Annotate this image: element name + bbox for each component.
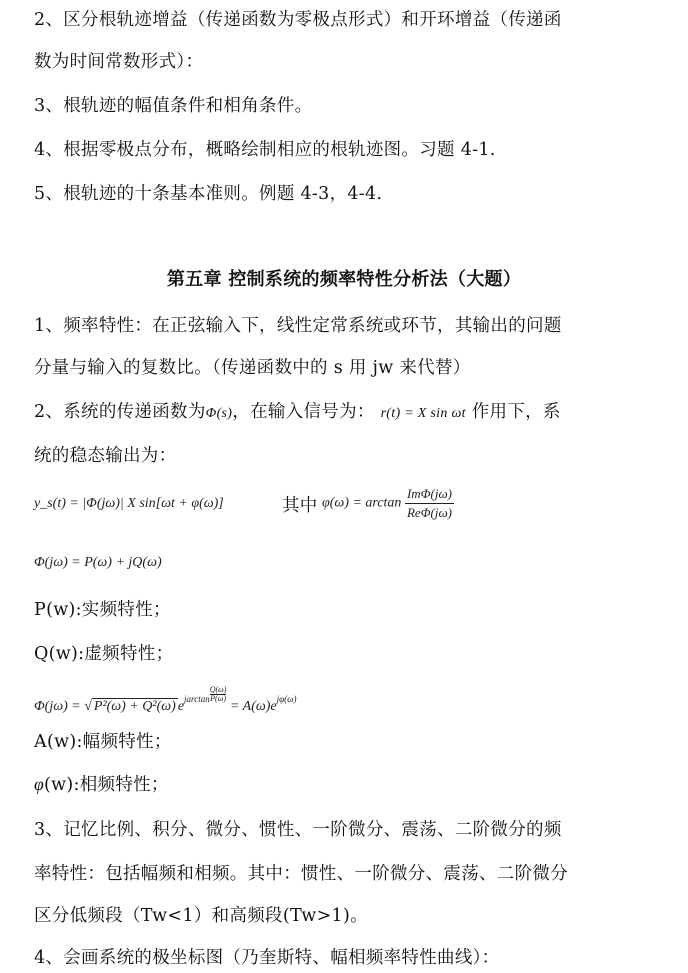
- phase-formula: φ(ω) = arctan $\frac{\text{ImΦ(jω)}}{\text{ReΦ(jω)}}$: [322, 486, 452, 520]
- text-line: 1、频率特性：在正弦输入下，线性定常系统或环节，其输出的问题: [34, 316, 562, 336]
- text-line: 统的稳态输出为：: [34, 446, 177, 466]
- text-line-with-math: 2、系统的传递函数为Φ(s)，在输入信号为： r(t) = X sin ωt 作用下，系: [34, 402, 561, 422]
- input-signal-formula: r(t) = X sin ωt: [380, 406, 466, 421]
- frequency-response-formula: Φ(jω) = P(ω) + jQ(ω): [34, 555, 162, 570]
- text-line: 3、记忆比例、积分、微分、惯性、一阶微分、震荡、二阶微分的频: [34, 820, 562, 840]
- text-line: 其中: [282, 496, 318, 516]
- text-line: 率特性：包括幅频和相频。其中：惯性、一阶微分、震荡、二阶微分: [34, 864, 568, 884]
- steady-state-output-formula: y_s(t) = |Φ(jω)| X sin[ωt + φ(ω)]: [34, 496, 224, 511]
- text-line: 5、根轨迹的十条基本准则。例题 4-3，4-4.: [34, 184, 383, 204]
- text-line: 2、区分根轨迹增益（传递函数为零极点形式）和开环增益（传递函: [34, 10, 562, 30]
- transfer-function-symbol: Φ(s): [205, 406, 233, 421]
- sqrt-icon: √: [84, 699, 92, 714]
- polar-form-formula: Φ(jω) = √ P²(ω) + Q²(ω) $e^{jarctan}$ $\frac{Q(\omega)}{P(\omega)} = A(\omega)e^{j\varphi(\omega)}$: [34, 685, 297, 714]
- text-line: Q(w):虚频特性；: [34, 644, 174, 664]
- chapter-heading: 第五章 控制系统的频率特性分析法（大题）: [166, 269, 522, 290]
- text-line: 4、根据零极点分布，概略绘制相应的根轨迹图。习题 4-1.: [34, 140, 496, 160]
- text-line: 4、会画系统的极坐标图（乃奎斯特、幅相频率特性曲线）：: [34, 948, 500, 968]
- phi-symbol: φ: [34, 774, 44, 794]
- text-line-with-symbol: φ(w):相频特性；: [34, 774, 169, 795]
- phase-fraction: $\frac{\text{ImΦ(jω)}}{\text{ReΦ(jω)}}$: [406, 486, 452, 520]
- text-line: 区分低频段（Tw<1）和高频段(Tw>1)。: [34, 906, 368, 926]
- exponent-fraction: $\frac{Q(\omega)}{P(\omega)}$: [209, 685, 227, 703]
- text-line: 3、根轨迹的幅值条件和相角条件。: [34, 96, 313, 116]
- text-line: A(w):幅频特性；: [34, 732, 172, 752]
- text-line: 分量与输入的复数比。（传递函数中的 s 用 jw 来代替）: [34, 358, 471, 378]
- text-line: 数为时间常数形式）：: [34, 52, 204, 72]
- text-line: P(w):实频特性；: [34, 600, 171, 620]
